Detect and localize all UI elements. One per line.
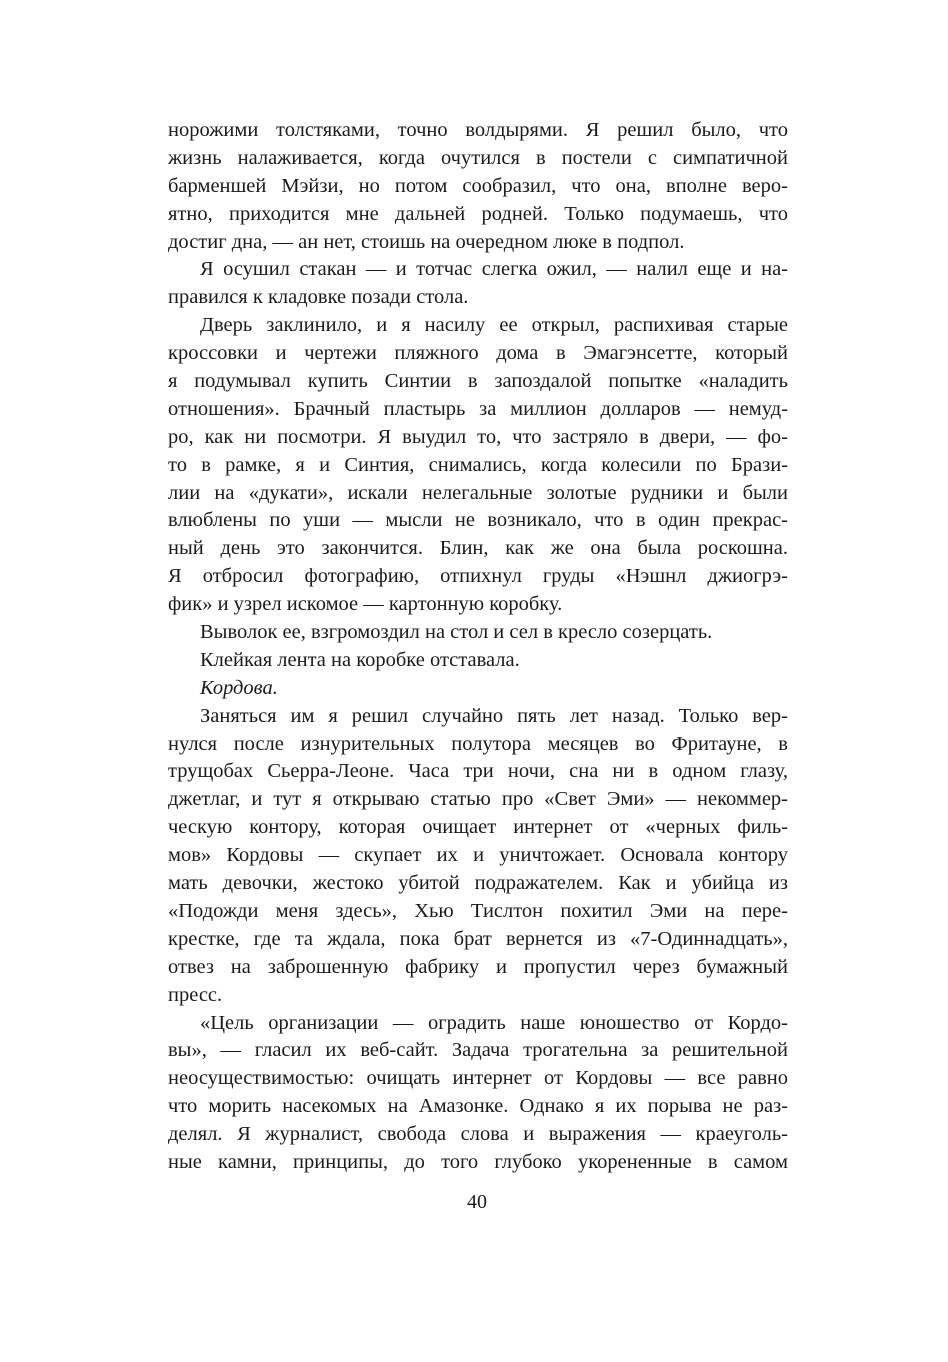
text-line: что морить насекомых на Амазонке. Однако я их порыва не раз- bbox=[168, 1095, 788, 1118]
text-line: то в рамке, я и Синтия, снимались, когда колесили по Брази- bbox=[168, 453, 788, 476]
text-line: мов» Кордовы — скупает их и уничтожает. Основала контору bbox=[168, 844, 788, 867]
text-line: делял. Я журналист, свобода слова и выражения — краеуголь- bbox=[168, 1123, 788, 1146]
text-line: жизнь налаживается, когда очутился в постели с симпатичной bbox=[168, 146, 788, 169]
text-line: барменшей Мэйзи, но потом сообразил, что она, вполне веро- bbox=[168, 174, 788, 197]
text-line: ные камни, принципы, до того глубоко укорененные в самом bbox=[168, 1150, 788, 1173]
paragraph-start-line: «Цель организации — оградить наше юношество от Кордо- bbox=[200, 1011, 788, 1034]
text-line: кроссовки и чертежи пляжного дома в Эмагэнсетте, который bbox=[168, 342, 788, 365]
text-line: отношения». Брачный пластырь за миллион долларов — немуд- bbox=[168, 397, 788, 420]
paragraph-start-line: Я осушил стакан — и тотчас слегка ожил, — налил еще и на- bbox=[200, 258, 788, 281]
text-line: достиг дна, — ан нет, стоишь на очередном люке в подпол. bbox=[168, 230, 685, 253]
text-line: ческую контору, которая очищает интернет от «черных филь- bbox=[168, 816, 788, 839]
text-line: ятно, приходится мне дальней родней. Только подумаешь, что bbox=[168, 202, 788, 225]
text-line: норожими толстяками, точно волдырями. Я решил было, что bbox=[168, 119, 788, 141]
italic-paragraph-line: Кордова. bbox=[200, 676, 278, 699]
text-line: «Подожди меня здесь», Хью Тислтон похитил Эми на пере- bbox=[168, 899, 788, 922]
text-line: я подумывал купить Синтии в запоздалой попытке «наладить bbox=[168, 370, 788, 393]
text-line: влюблены по уши — мысли не возникало, что в один прекрас- bbox=[168, 509, 788, 532]
text-line: трущобах Сьерра-Леоне. Часа три ночи, сна ни в одном глазу, bbox=[168, 760, 788, 783]
paragraph-start-line: Клейкая лента на коробке отставала. bbox=[200, 648, 520, 671]
text-line: ро, как ни посмотри. Я выудил то, что застряло в двери, — фо- bbox=[168, 425, 788, 448]
page-number: 40 bbox=[467, 1191, 487, 1213]
page-body-text bbox=[168, 117, 788, 1177]
text-line: фик» и узрел искомое — картонную коробку. bbox=[168, 593, 563, 616]
text-line: правился к кладовке позади стола. bbox=[168, 286, 469, 309]
text-line: ный день это закончится. Блин, как же она была роскошна. bbox=[168, 537, 788, 560]
text-line: крестке, где та ждала, пока брат вернется из «7-Одиннадцать», bbox=[168, 927, 788, 950]
text-line: нулся после изнурительных полутора месяцев во Фритауне, в bbox=[168, 732, 788, 755]
paragraph-start-line: Выволок ее, взгромоздил на стол и сел в кресло созерцать. bbox=[200, 621, 713, 644]
text-line: отвез на заброшенную фабрику и пропустил через бумажный bbox=[168, 955, 788, 978]
text-line: лии на «дукати», искали нелегальные золотые рудники и были bbox=[168, 481, 788, 504]
paragraph-start-line: Заняться им я решил случайно пять лет назад. Только вер- bbox=[200, 704, 788, 727]
text-line: джетлаг, и тут я открываю статью про «Свет Эми» — некоммер- bbox=[168, 788, 788, 811]
text-line: вы», — гласил их веб-сайт. Задача трогательна за решительной bbox=[168, 1039, 788, 1062]
text-line: мать девочки, жестоко убитой подражателем. Как и убийца из bbox=[168, 872, 788, 895]
text-line: неосуществимостью: очищать интернет от Кордовы — все равно bbox=[168, 1067, 788, 1090]
text-line: Я отбросил фотографию, отпихнул груды «Нэшнл джиогрэ- bbox=[168, 565, 788, 588]
text-line: пресс. bbox=[168, 983, 223, 1006]
paragraph-start-line: Дверь заклинило, и я насилу ее открыл, распихивая старые bbox=[200, 314, 788, 337]
